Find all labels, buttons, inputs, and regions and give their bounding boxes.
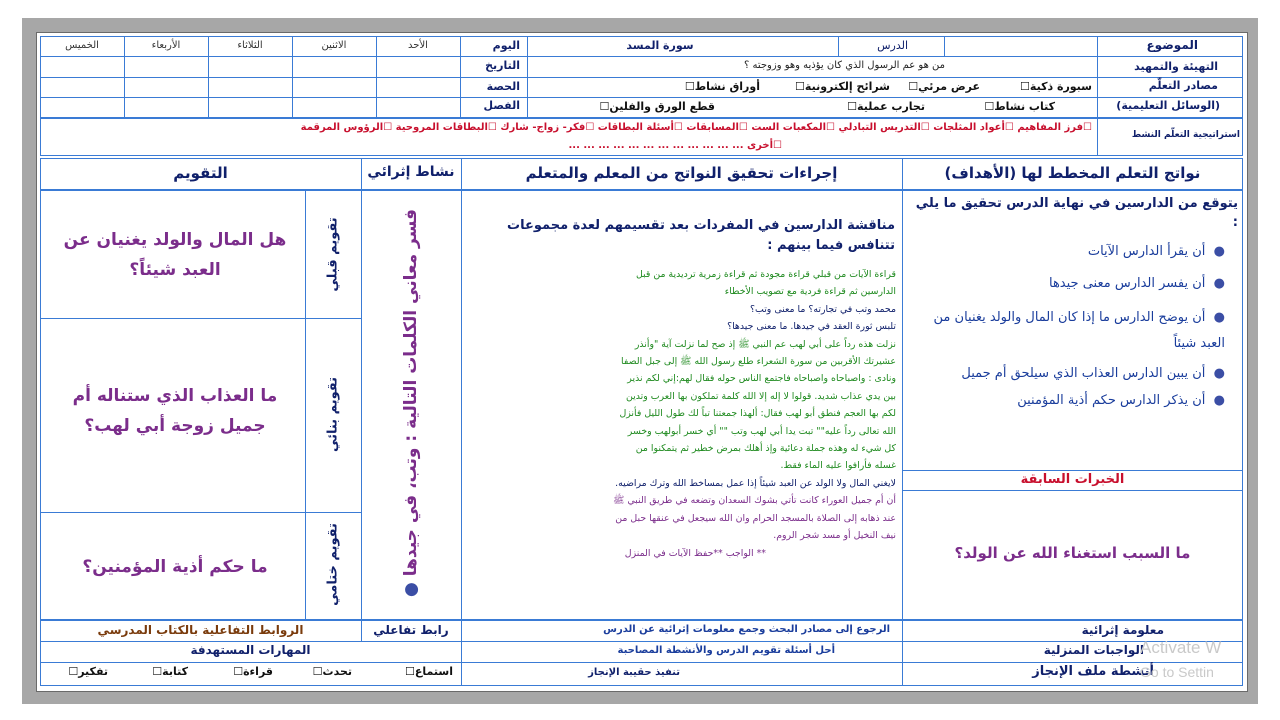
- procedure-line: أن أم جميل العوراء كانت تأتي بشوك السعدان وتضعه في طريق النبي ﷺ: [613, 495, 896, 507]
- procedure-line: نزلت هذه رداً على أبي لهب عم النبي ﷺ إذ صح لما نزلت آية "وأنذر: [634, 338, 896, 350]
- procedure-line: كل شيء له وهذه جملة دعائية وإذ أهلك بمرض خطير ثم يتمكنوا من: [635, 443, 896, 455]
- checkbox-icon: [233, 665, 243, 678]
- portfolio-label: أنشطة ملف الإنجاز: [1032, 664, 1154, 679]
- divider: [1097, 118, 1098, 156]
- resource-worksheets[interactable]: ☐ أوراق نشاط: [685, 81, 760, 93]
- class-label: الفصل: [483, 99, 520, 112]
- eval-pre-text: هل المال والولد يغنيان عن العبد شيئاً؟: [63, 230, 287, 280]
- prior-knowledge-label: الخبرات السابقة: [1020, 472, 1125, 487]
- procedure-line: بين يدي عذاب شديد. قولوا لا إله إلا الله كلمة تملكون بها العرب وتدين: [625, 390, 896, 402]
- skills-label: المهارات المستهدفة: [190, 643, 311, 657]
- resources-sub: (الوسائل التعليمية): [1116, 99, 1220, 112]
- eval-final-label: تقويم ختامي: [325, 523, 341, 606]
- resource-slides[interactable]: ☐ شرائح إلكترونية: [795, 81, 890, 93]
- procedure-line: عشيرتك الأقربين من سورة الشعراء طلع رسول الله ﷺ إلى جبل الصفا: [621, 356, 896, 368]
- procedures-body: [470, 266, 896, 562]
- skill-thinking[interactable]: ☐ تفكير: [68, 666, 108, 678]
- outcomes-intro: يتوقع من الدارسين في نهاية الدرس تحقيق ما يلي :: [915, 196, 1238, 230]
- day-wednesday: الأربعاء: [151, 40, 181, 51]
- checkbox-icon: [600, 100, 610, 113]
- checkbox-icon: [795, 80, 805, 93]
- day-monday: الاثنين: [321, 40, 347, 51]
- divider: [40, 662, 1243, 663]
- lesson-value: سورة المسد: [626, 39, 694, 52]
- enrichment-text: ● فسر معاني الكلمات التالية : وتب، في جيدها: [401, 208, 421, 598]
- outcome-item: ● أن يوضح الدارس ما إذا كان المال والولد يغنيان من العبد شيئاً: [933, 310, 1225, 351]
- day-tuesday: الثلاثاء: [237, 40, 263, 51]
- intro-label: التهيئة والتمهيد: [1134, 60, 1218, 73]
- divider: [902, 620, 903, 686]
- outcome-item: ● أن يذكر الدارس حكم أذية المؤمنين: [1017, 393, 1225, 408]
- watermark-activate: Activate W: [1140, 638, 1222, 657]
- strategies-list: ☐ فرز المفاهيم ☐ أعواد المثلجات ☐ التدريس التبادلي ☐ المكعبات الست ☐ المسابقات ☐ أسئلة البطاقات ☐ فكر- زواج- شارك ☐ البطاقات المروحية ☐ الرؤوس المرقمة: [301, 122, 1092, 133]
- divider: [902, 490, 1243, 491]
- checkbox-icon: [313, 665, 323, 678]
- outcome-item: ● أن يبين الدارس العذاب الذي سيلحق أم جميل: [961, 366, 1225, 381]
- skill-listening[interactable]: ☐ استماع: [405, 666, 453, 678]
- lesson-label: الدرس: [877, 39, 908, 52]
- procedure-line: ** الواجب **حفظ الآيات في المنزل: [624, 547, 766, 559]
- procedure-line: عند ذهابه إلى الصلاة بالمسجد الحرام وان الله سيجعل في عنقها حبل من: [615, 512, 896, 524]
- procedure-line: محمد وتب في تجارته؟ ما معنى وتب؟: [750, 303, 896, 315]
- resource-smartboard[interactable]: ☐ سبورة ذكية: [1020, 81, 1092, 93]
- resources-label: مصادر التعلّم: [1148, 79, 1218, 92]
- subject-label: الموضوع: [1146, 38, 1198, 52]
- divider: [40, 97, 1243, 98]
- column-procedures: إجراءات تحقيق النواتج من المعلم والمتعلم: [525, 164, 838, 182]
- skill-speaking[interactable]: ☐ تحدث: [313, 666, 352, 678]
- divider: [460, 36, 461, 118]
- eval-pre-label: تقويم قبلي: [325, 217, 341, 292]
- divider: [40, 641, 1243, 642]
- divider: [1097, 36, 1098, 118]
- watermark-settings: Go to Settin: [1140, 664, 1214, 680]
- skill-writing[interactable]: ☐ كتابة: [152, 666, 188, 678]
- checkbox-icon: [152, 665, 162, 678]
- homework-text: أحل أسئلة تقويم الدرس والأنشطة المصاحبة: [617, 645, 835, 656]
- homework-label: الواجبات المنزلية: [1043, 643, 1144, 657]
- column-enrichment: نشاط إثرائي: [367, 164, 455, 180]
- resource-activity-book[interactable]: ☐ كتاب نشاط: [984, 101, 1055, 113]
- resource-paper-foam[interactable]: ☐ قطع الورق والفلين: [600, 101, 715, 113]
- eval-final-text: ما حكم أذية المؤمنين؟: [82, 557, 268, 577]
- prior-knowledge-text: ما السبب استغناء الله عن الولد؟: [954, 544, 1191, 562]
- procedure-line: ونادى : واصباحاه واصباحاه فاجتمع الناس حوله فقال لهم:إني لكم نذير: [627, 373, 896, 385]
- skill-reading[interactable]: ☐ قراءة: [233, 666, 273, 678]
- eval-mid-label: تقويم بنائي: [325, 376, 341, 453]
- textbook-links-label[interactable]: الروابط التفاعلية بالكتاب المدرسي: [97, 623, 304, 637]
- divider: [40, 512, 361, 513]
- enrichment-info-label: معلومة إثرائية: [1081, 623, 1164, 637]
- period-label: الحصة: [486, 80, 520, 93]
- procedures-heading: مناقشة الدارسين في المفردات بعد تقسيمهم لعدة مجموعات تتنافس فيما بينهم :: [507, 218, 895, 254]
- checkbox-icon: [1020, 80, 1030, 93]
- divider: [305, 190, 306, 620]
- day-sunday: الأحد: [408, 40, 428, 51]
- checkbox-icon: [405, 665, 415, 678]
- enrichment-info-text: الرجوع إلى مصادر البحث وجمع معلومات إثرائية عن الدرس: [603, 624, 890, 635]
- procedure-line: لكم بها العجم فنطق أبو لهب فقال: ألهذا جمعتنا تباً لك طول الليل فأنزل: [619, 408, 896, 420]
- divider: [461, 620, 462, 686]
- divider: [838, 36, 839, 56]
- checkbox-icon: [685, 80, 695, 93]
- procedure-line: لايغني المال ولا الولد عن العبد شيئاً إذا عمل بمساخط الله وترك مراضيه.: [615, 477, 896, 489]
- resource-experiments[interactable]: ☐ تجارب عملية: [847, 101, 925, 113]
- divider: [944, 36, 945, 56]
- checkbox-icon: [68, 665, 78, 678]
- divider: [902, 470, 1243, 471]
- column-outcomes: نواتج التعلم المخطط لها (الأهداف): [944, 164, 1201, 182]
- day-label: اليوم: [492, 39, 520, 52]
- procedure-line: تلبس ثورة العقد في جيدها. ما معنى جيدها؟: [727, 321, 896, 333]
- outcomes-list: [925, 242, 1225, 411]
- divider: [40, 56, 1243, 57]
- resource-video[interactable]: ☐ عرض مرئي: [908, 81, 980, 93]
- intro-text: من هو عم الرسول الذي كان يؤذيه وهو وزوجته ؟: [743, 60, 945, 71]
- checkbox-icon: [908, 80, 918, 93]
- column-evaluation: التقويم: [173, 164, 228, 182]
- procedure-line: نيف النخيل أو مسد شجر الروم.: [773, 530, 896, 542]
- strategies-label: استراتيجية التعلّم النشط: [1131, 130, 1240, 140]
- procedure-line: الله تعالى رداً عليه"" تبت يدا أبي لهب وتب "" أي خسر أبولهب وخسر: [627, 425, 896, 437]
- procedure-line: الدارسين ثم قراءة فردية مع تصويب الأخطاء: [724, 286, 896, 298]
- divider: [527, 36, 528, 118]
- portfolio-text: تنفيذ حقيبة الإنجاز: [588, 667, 680, 678]
- date-label: التاريخ: [485, 59, 520, 72]
- checkbox-icon: [984, 100, 994, 113]
- interactive-link-label[interactable]: رابط تفاعلي: [373, 623, 449, 637]
- outcome-item: ● أن يقرأ الدارس الآيات: [1087, 244, 1225, 259]
- outcome-item: ● أن يفسر الدارس معنى جيدها: [1048, 275, 1225, 291]
- procedure-line: غسله فأرافوا عليه الماء فقط.: [780, 460, 896, 472]
- procedure-line: قراءة الآيات من قبلي قراءة مجودة ثم قراءة زمرية ترديدية من قبل: [635, 269, 896, 280]
- divider: [40, 318, 361, 319]
- strategies-other: ☐ أخرى ... ... ... ... ... ... ... ... ... ... ... ...: [568, 140, 782, 151]
- divider: [40, 77, 1243, 78]
- checkbox-icon: [847, 100, 857, 113]
- eval-mid-text: ما العذاب الذي ستناله أم جميل زوجة أبي لهب؟: [72, 386, 278, 436]
- day-thursday: الخميس: [65, 40, 99, 51]
